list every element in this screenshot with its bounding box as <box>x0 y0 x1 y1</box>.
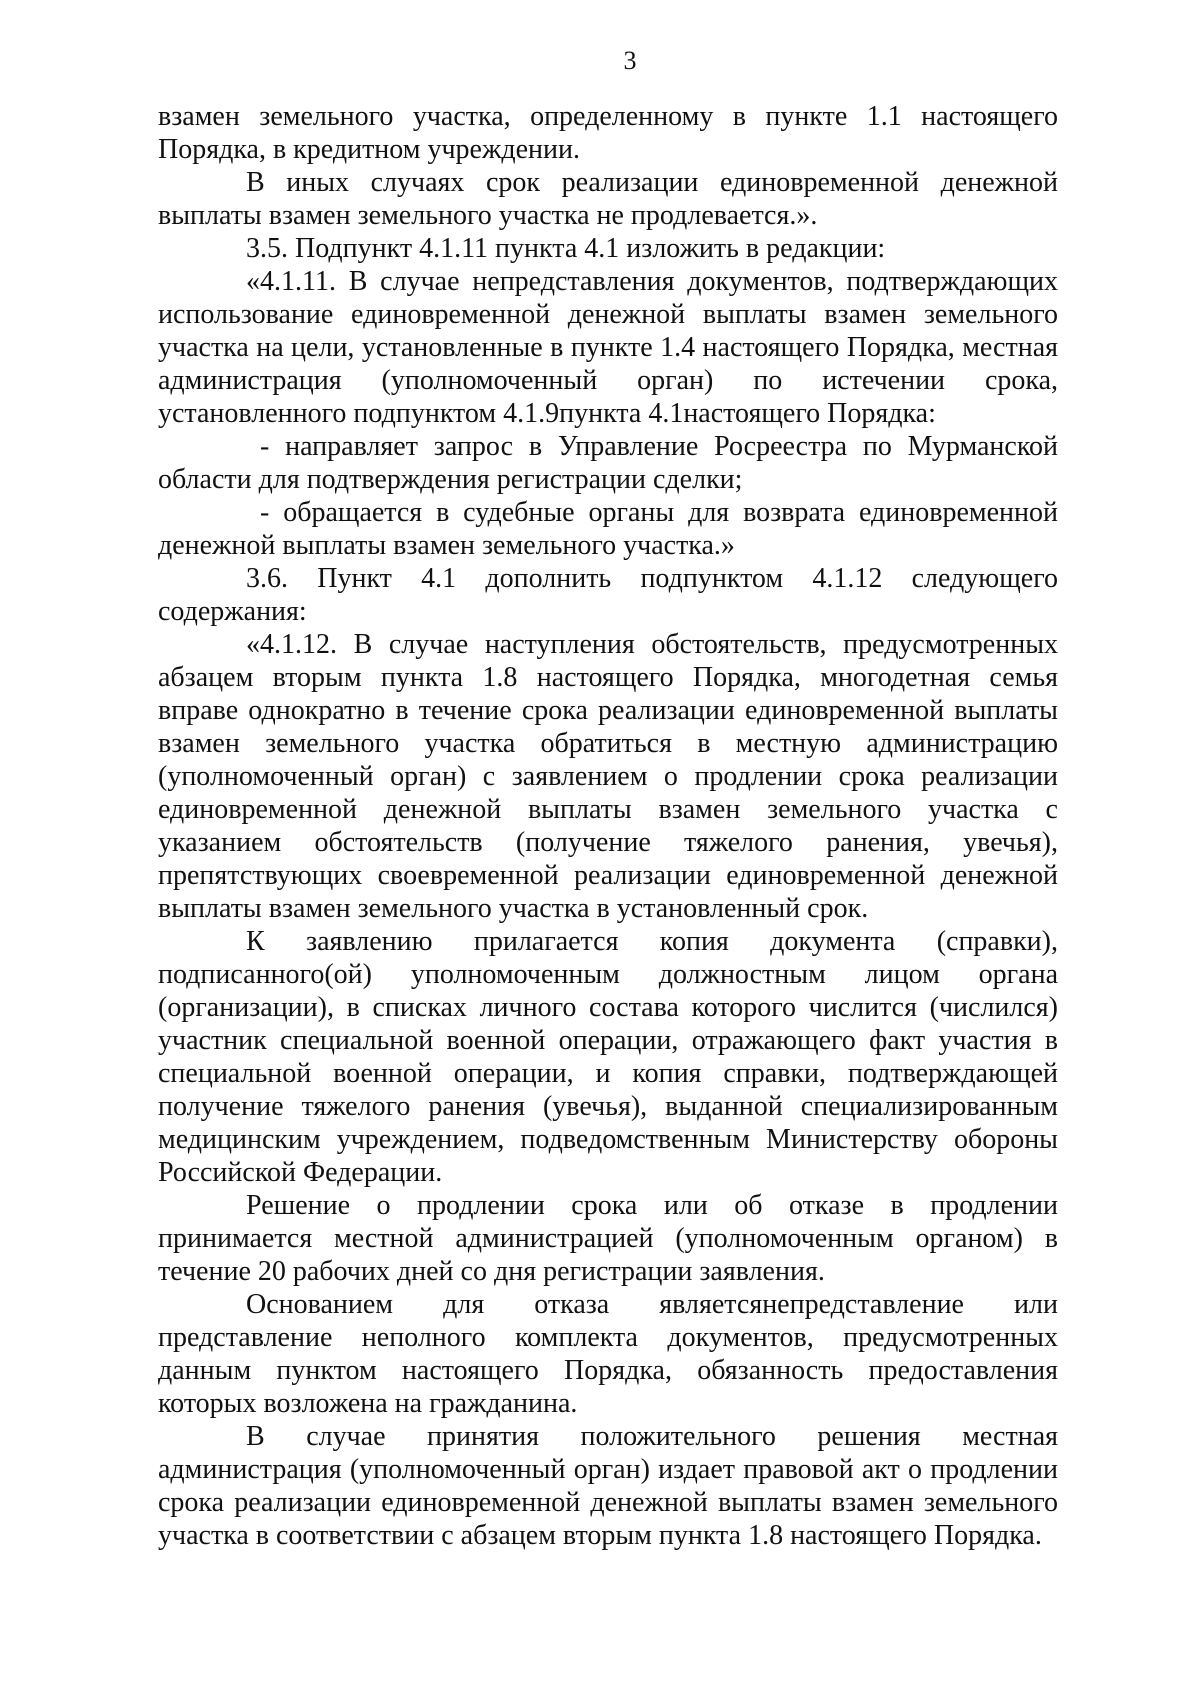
paragraph: 3.6. Пункт 4.1 дополнить подпунктом 4.1.12 следующего содержания: <box>158 563 1058 627</box>
paragraph: В случае принятия положительного решения местная администрация (уполномоченный орган) издает правовой акт о продлении срока реализации единовременной денежной выплаты взамен земельного участка в соответствии с абзацем вторым пункта 1.8 настоящего Порядка. <box>158 1421 1058 1551</box>
paragraph: - обращается в судебные органы для возврата единовременной денежной выплаты взамен земельного участка.» <box>158 497 1058 561</box>
paragraph: К заявлению прилагается копия документа (справки), подписанного(ой) уполномоченным должностным лицом органа (организации), в списках личного состава которого числится (числился) участник специальной военной операции, отражающего факт участия в специальной военной операции, и копия справки, подтверждающей получение тяжелого ранения (увечья), выданной специализированным медицинским учреждением, подведомственным Министерству обороны Российской Федерации. <box>158 926 1058 1188</box>
document-body <box>158 100 1058 1552</box>
page-number: 3 <box>623 46 637 75</box>
paragraph: Решение о продлении срока или об отказе в продлении принимается местной администрацией (уполномоченным органом) в течение 20 рабочих дней со дня регистрации заявления. <box>158 1190 1058 1287</box>
paragraph: 3.5. Подпункт 4.1.11 пункта 4.1 изложить в редакции: <box>246 233 886 264</box>
paragraph: взамен земельного участка, определенному в пункте 1.1 настоящего Порядка, в кредитном учреждении. <box>158 101 1058 165</box>
paragraph: «4.1.12. В случае наступления обстоятельств, предусмотренных абзацем вторым пункта 1.8 настоящего Порядка, многодетная семья вправе однократно в течение срока реализации единовременной выплаты взамен земельного участка обратиться в местную администрацию (уполномоченный орган) с заявлением о продлении срока реализации единовременной денежной выплаты взамен земельного участка с указанием обстоятельств (получение тяжелого ранения, увечья), препятствующих своевременной реализации единовременной денежной выплаты взамен земельного участка в установленный срок. <box>158 629 1058 924</box>
paragraph: В иных случаях срок реализации единовременной денежной выплаты взамен земельного участка не продлевается.». <box>158 167 1058 231</box>
paragraph: - направляет запрос в Управление Росреестра по Мурманской области для подтверждения регистрации сделки; <box>158 431 1058 495</box>
paragraph: Основанием для отказа являетсянепредставление или представление неполного комплекта документов, предусмотренных данным пунктом настоящего Порядка, обязанность предоставления которых возложена на гражданина. <box>158 1289 1058 1419</box>
paragraph: «4.1.11. В случае непредставления документов, подтверждающих использование единовременной денежной выплаты взамен земельного участка на цели, установленные в пункте 1.4 настоящего Порядка, местная администрация (уполномоченный орган) по истечении срока, установленного подпунктом 4.1.9пункта 4.1настоящего Порядка: <box>158 266 1058 429</box>
